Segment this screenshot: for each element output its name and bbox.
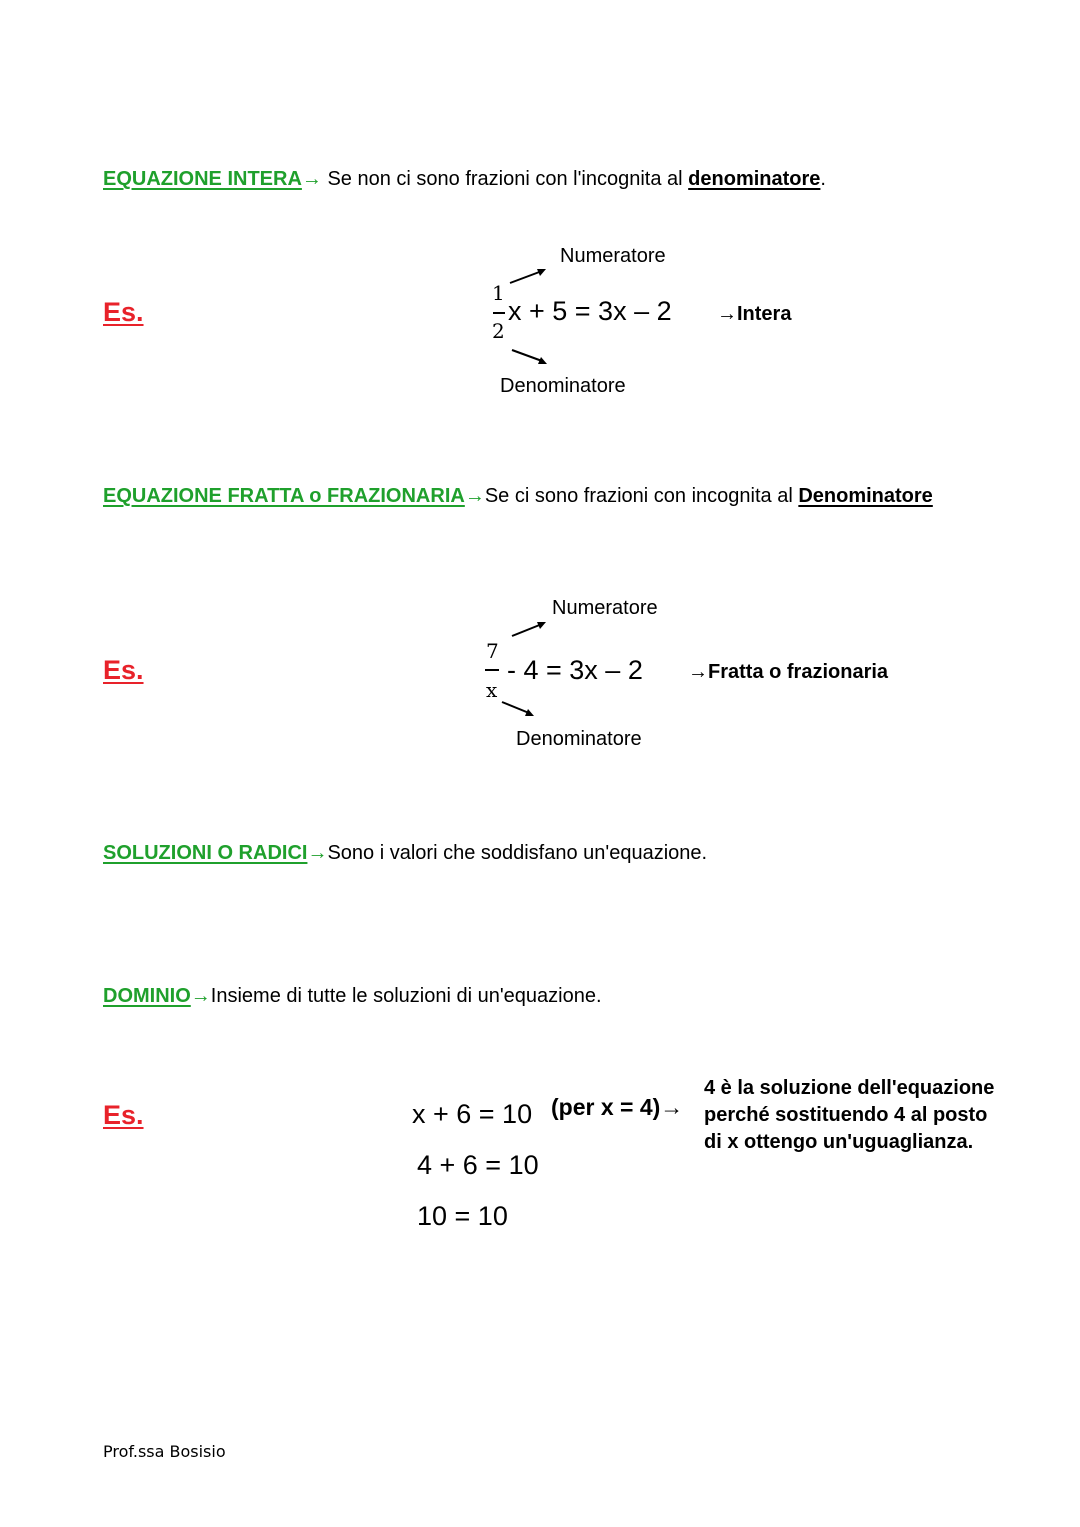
- arrow-icon: →: [190, 985, 211, 1007]
- definition-text: Insieme di tutte le soluzioni di un'equazione.: [210, 985, 602, 1007]
- equation-type-tag: →Intera: [717, 303, 792, 325]
- definition-emphasis: Denominatore: [798, 485, 933, 507]
- numerator-label: Numeratore: [552, 597, 658, 619]
- term-fratta: EQUAZIONE FRATTA o FRAZIONARIA: [103, 485, 465, 507]
- fraction-bar: [493, 312, 505, 314]
- equation-line-3: 10 = 10: [417, 1201, 508, 1231]
- equation-line-1: x + 6 = 10: [412, 1099, 533, 1129]
- arrow-icon: →: [464, 485, 485, 507]
- definition-text: Se ci sono frazioni con incognita al: [484, 485, 799, 507]
- definition-soluzioni: [103, 842, 707, 865]
- example-label: Es.: [103, 1100, 144, 1130]
- fraction-denominator: 2: [492, 319, 505, 343]
- definition-dominio: [103, 985, 602, 1008]
- definition-text: Se non ci sono frazioni con l'incognita al: [321, 168, 689, 190]
- numerator-label: Numeratore: [560, 245, 666, 267]
- condition: (per x = 4)→: [551, 1094, 684, 1120]
- example-label: Es.: [103, 655, 144, 685]
- equation: - 4 = 3x – 2: [507, 655, 643, 685]
- term-dominio: DOMINIO: [103, 985, 191, 1007]
- term-intera: EQUAZIONE INTERA: [103, 168, 302, 190]
- equation-line-2: 4 + 6 = 10: [417, 1150, 539, 1180]
- fraction-numerator: 7: [486, 639, 499, 663]
- definition-intera: [103, 168, 826, 191]
- definition-emphasis: denominatore: [688, 168, 821, 190]
- denominator-label: Denominatore: [500, 375, 626, 397]
- definition-text: Sono i valori che soddisfano un'equazione.: [327, 842, 708, 864]
- example-label: Es.: [103, 297, 144, 327]
- author-footer: Prof.ssa Bosisio: [103, 1442, 226, 1461]
- arrow-icon: →: [307, 842, 328, 864]
- fraction-bar: [485, 669, 499, 671]
- arrow-up-icon: [510, 619, 550, 639]
- equation: x + 5 = 3x – 2: [508, 296, 672, 326]
- equation-type-tag: →Fratta o frazionaria: [688, 661, 889, 683]
- definition-fratta: [103, 485, 933, 508]
- arrow-down-icon: [510, 347, 550, 367]
- fraction-denominator: x: [486, 678, 498, 702]
- arrow-up-icon: [508, 266, 548, 286]
- arrow-icon: →: [301, 168, 322, 190]
- term-soluzioni: SOLUZIONI O RADICI: [103, 842, 308, 864]
- arrow-down-icon: [500, 699, 540, 719]
- denominator-label: Denominatore: [516, 728, 642, 750]
- solution-note: 4 è la soluzione dell'equazione perché sostituendo 4 al posto di x ottengo un'uguaglianza.: [704, 1077, 995, 1153]
- definition-tail: .: [820, 168, 826, 190]
- fraction-numerator: 1: [492, 281, 505, 305]
